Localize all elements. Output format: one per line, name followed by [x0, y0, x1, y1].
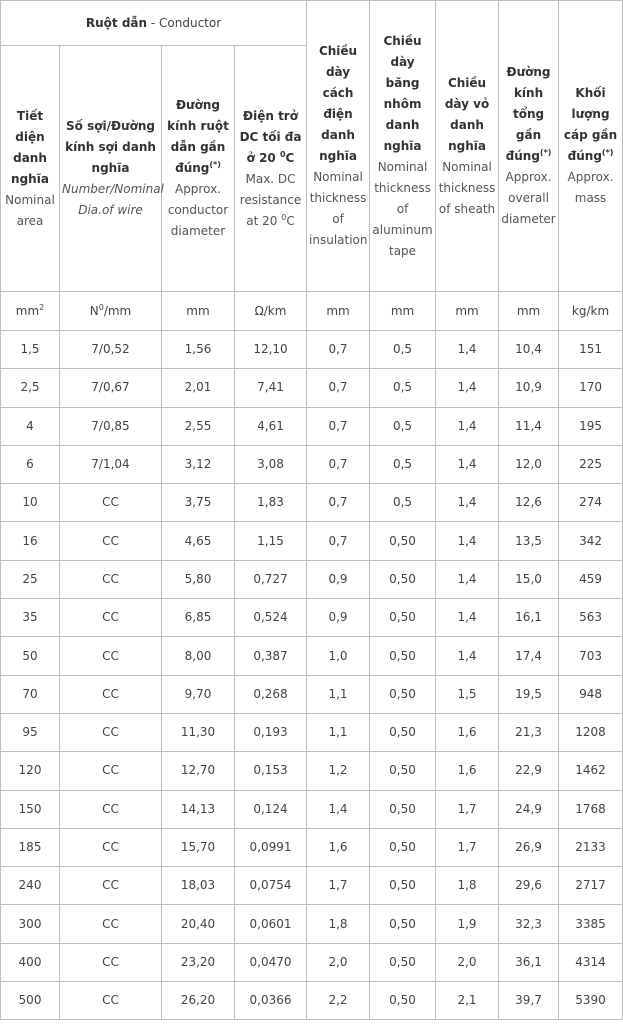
cell-mass: 151: [559, 331, 623, 369]
cell-mass: 948: [559, 675, 623, 713]
unit-overall: mm: [499, 292, 559, 331]
cell-tape: 0,50: [370, 867, 436, 905]
cell-overall: 19,5: [499, 675, 559, 713]
cell-area: 16: [1, 522, 60, 560]
data-rows: [1, 331, 623, 1020]
header-group-row: [1, 1, 623, 46]
mass-header: Khối lượng cáp gần đúng(*) Approx. mass: [559, 1, 623, 292]
cell-mass: 170: [559, 369, 623, 407]
cell-mass: 274: [559, 484, 623, 522]
cell-insulation: 1,2: [307, 752, 370, 790]
cell-resistance: 0,0366: [235, 982, 307, 1020]
cell-area: 4: [1, 407, 60, 445]
unit-sheath: mm: [436, 292, 499, 331]
unit-tape: mm: [370, 292, 436, 331]
cell-sheath: 1,7: [436, 790, 499, 828]
cell-mass: 563: [559, 599, 623, 637]
table-row: [1, 331, 623, 369]
cell-resistance: 0,0991: [235, 828, 307, 866]
cell-insulation: 0,7: [307, 369, 370, 407]
cell-wire: CC: [60, 637, 162, 675]
cell-diameter: 26,20: [162, 982, 235, 1020]
cell-wire: CC: [60, 599, 162, 637]
table-row: [1, 790, 623, 828]
cell-resistance: 0,0601: [235, 905, 307, 943]
cell-area: 50: [1, 637, 60, 675]
cell-sheath: 1,4: [436, 445, 499, 483]
cell-mass: 4314: [559, 943, 623, 981]
cell-wire: CC: [60, 560, 162, 598]
cell-resistance: 0,193: [235, 713, 307, 751]
cell-tape: 0,50: [370, 637, 436, 675]
cell-diameter: 9,70: [162, 675, 235, 713]
cell-sheath: 2,0: [436, 943, 499, 981]
cell-overall: 16,1: [499, 599, 559, 637]
cell-overall: 22,9: [499, 752, 559, 790]
cell-insulation: 1,1: [307, 675, 370, 713]
cell-mass: 5390: [559, 982, 623, 1020]
unit-resistance: Ω/km: [235, 292, 307, 331]
cell-overall: 26,9: [499, 828, 559, 866]
cell-diameter: 4,65: [162, 522, 235, 560]
cell-tape: 0,50: [370, 560, 436, 598]
cell-diameter: 3,12: [162, 445, 235, 483]
cell-resistance: 0,0754: [235, 867, 307, 905]
cell-resistance: 0,0470: [235, 943, 307, 981]
aluminum-tape-header: Chiều dày băng nhôm danh nghĩa Nominal thickness of aluminum tape: [370, 1, 436, 292]
cell-tape: 0,50: [370, 828, 436, 866]
cell-sheath: 1,4: [436, 407, 499, 445]
cell-wire: CC: [60, 675, 162, 713]
cell-mass: 195: [559, 407, 623, 445]
cell-insulation: 1,6: [307, 828, 370, 866]
cell-wire: CC: [60, 713, 162, 751]
cell-wire: 7/0,52: [60, 331, 162, 369]
cell-tape: 0,50: [370, 790, 436, 828]
cell-tape: 0,5: [370, 407, 436, 445]
table-row: [1, 713, 623, 751]
cell-wire: CC: [60, 522, 162, 560]
units-row: [1, 292, 623, 331]
cell-area: 10: [1, 484, 60, 522]
cell-area: 120: [1, 752, 60, 790]
cell-overall: 36,1: [499, 943, 559, 981]
cell-wire: 7/1,04: [60, 445, 162, 483]
cell-diameter: 18,03: [162, 867, 235, 905]
resistance-header: Điện trở DC tối đa ở 20 $^0$C Max. DC resistance at 20 $^0$C: [235, 46, 307, 292]
cell-sheath: 1,4: [436, 369, 499, 407]
cell-tape: 0,5: [370, 369, 436, 407]
cell-insulation: 0,9: [307, 560, 370, 598]
cell-sheath: 1,5: [436, 675, 499, 713]
cell-resistance: 7,41: [235, 369, 307, 407]
table-row: [1, 560, 623, 598]
cell-tape: 0,50: [370, 982, 436, 1020]
table-row: [1, 484, 623, 522]
cell-tape: 0,50: [370, 943, 436, 981]
cell-resistance: 3,08: [235, 445, 307, 483]
cell-wire: CC: [60, 752, 162, 790]
cell-area: 150: [1, 790, 60, 828]
cell-resistance: 1,15: [235, 522, 307, 560]
cell-insulation: 0,7: [307, 331, 370, 369]
sheath-header: Chiều dày vỏ danh nghĩa Nominal thickness of sheath: [436, 1, 499, 292]
cell-area: 25: [1, 560, 60, 598]
cell-mass: 2133: [559, 828, 623, 866]
cell-diameter: 3,75: [162, 484, 235, 522]
cell-tape: 0,50: [370, 905, 436, 943]
cell-mass: 703: [559, 637, 623, 675]
table-row: [1, 522, 623, 560]
cell-wire: CC: [60, 943, 162, 981]
cell-insulation: 1,1: [307, 713, 370, 751]
table-row: [1, 752, 623, 790]
cell-resistance: 0,124: [235, 790, 307, 828]
cell-insulation: 0,7: [307, 407, 370, 445]
cell-sheath: 1,4: [436, 331, 499, 369]
cell-overall: 10,4: [499, 331, 559, 369]
cell-sheath: 1,4: [436, 484, 499, 522]
cell-overall: 12,6: [499, 484, 559, 522]
cell-wire: CC: [60, 828, 162, 866]
table-row: [1, 675, 623, 713]
cell-insulation: 0,7: [307, 484, 370, 522]
cell-diameter: 1,56: [162, 331, 235, 369]
cell-resistance: 0,268: [235, 675, 307, 713]
cell-wire: 7/0,67: [60, 369, 162, 407]
cell-overall: 13,5: [499, 522, 559, 560]
cell-mass: 3385: [559, 905, 623, 943]
cell-sheath: 1,8: [436, 867, 499, 905]
cell-resistance: 0,524: [235, 599, 307, 637]
cell-insulation: 1,4: [307, 790, 370, 828]
cell-sheath: 1,4: [436, 560, 499, 598]
unit-area: $mm^2$: [1, 292, 60, 331]
cell-wire: 7/0,85: [60, 407, 162, 445]
cell-insulation: 1,8: [307, 905, 370, 943]
cell-insulation: 0,9: [307, 599, 370, 637]
unit-diameter: mm: [162, 292, 235, 331]
cell-overall: 12,0: [499, 445, 559, 483]
cell-sheath: 1,6: [436, 713, 499, 751]
cell-tape: 0,50: [370, 522, 436, 560]
cell-diameter: 6,85: [162, 599, 235, 637]
cell-diameter: 14,13: [162, 790, 235, 828]
table-row: [1, 445, 623, 483]
cell-resistance: 0,153: [235, 752, 307, 790]
cell-diameter: 2,01: [162, 369, 235, 407]
cell-sheath: 1,4: [436, 637, 499, 675]
cell-area: 95: [1, 713, 60, 751]
cell-diameter: 2,55: [162, 407, 235, 445]
cell-area: 35: [1, 599, 60, 637]
cell-wire: CC: [60, 790, 162, 828]
cell-sheath: 1,6: [436, 752, 499, 790]
conductor-diameter-header: Đường kính ruột dẫn gần đúng(*) Approx. conductor diameter: [162, 46, 235, 292]
cell-wire: CC: [60, 905, 162, 943]
cell-diameter: 23,20: [162, 943, 235, 981]
table-row: [1, 905, 623, 943]
table-row: [1, 828, 623, 866]
table-row: [1, 867, 623, 905]
cell-mass: 1208: [559, 713, 623, 751]
cell-resistance: 4,61: [235, 407, 307, 445]
cell-wire: CC: [60, 484, 162, 522]
cell-tape: 0,50: [370, 599, 436, 637]
cell-overall: 24,9: [499, 790, 559, 828]
cell-insulation: 1,7: [307, 867, 370, 905]
table-row: [1, 407, 623, 445]
cell-mass: 342: [559, 522, 623, 560]
insulation-header: Chiều dày cách điện danh nghĩa Nominal thickness of insulation: [307, 1, 370, 292]
cell-insulation: 2,2: [307, 982, 370, 1020]
cell-mass: 2717: [559, 867, 623, 905]
unit-wire: $N^0/mm$: [60, 292, 162, 331]
table-row: [1, 369, 623, 407]
cell-overall: 39,7: [499, 982, 559, 1020]
cell-sheath: 1,7: [436, 828, 499, 866]
cell-overall: 11,4: [499, 407, 559, 445]
cell-area: 300: [1, 905, 60, 943]
cell-mass: 459: [559, 560, 623, 598]
cell-tape: 0,5: [370, 484, 436, 522]
cell-tape: 0,50: [370, 713, 436, 751]
conductor-group-header: Ruột dẫn - Conductor: [1, 1, 307, 46]
cell-sheath: 1,9: [436, 905, 499, 943]
cell-insulation: 2,0: [307, 943, 370, 981]
cell-area: 6: [1, 445, 60, 483]
cell-diameter: 15,70: [162, 828, 235, 866]
cell-overall: 17,4: [499, 637, 559, 675]
cell-mass: 225: [559, 445, 623, 483]
cell-diameter: 11,30: [162, 713, 235, 751]
unit-insulation: mm: [307, 292, 370, 331]
cell-sheath: 1,4: [436, 522, 499, 560]
cell-tape: 0,5: [370, 445, 436, 483]
cell-overall: 21,3: [499, 713, 559, 751]
cell-area: 70: [1, 675, 60, 713]
cell-wire: CC: [60, 867, 162, 905]
cell-sheath: 1,4: [436, 599, 499, 637]
unit-mass: kg/km: [559, 292, 623, 331]
table-row: [1, 599, 623, 637]
cell-diameter: 12,70: [162, 752, 235, 790]
cell-overall: 15,0: [499, 560, 559, 598]
cell-insulation: 1,0: [307, 637, 370, 675]
cell-area: 2,5: [1, 369, 60, 407]
cell-tape: 0,5: [370, 331, 436, 369]
cell-mass: 1462: [559, 752, 623, 790]
cell-mass: 1768: [559, 790, 623, 828]
cell-sheath: 2,1: [436, 982, 499, 1020]
cell-area: 240: [1, 867, 60, 905]
cell-diameter: 8,00: [162, 637, 235, 675]
cell-area: 185: [1, 828, 60, 866]
cell-overall: 10,9: [499, 369, 559, 407]
cell-area: 1,5: [1, 331, 60, 369]
overall-diameter-header: Đường kính tổng gần đúng(*) Approx. overall diameter: [499, 1, 559, 292]
cell-resistance: 0,387: [235, 637, 307, 675]
wire-header: Số sợi/Đường kính sợi danh nghĩa Number/Nominal Dia.of wire: [60, 46, 162, 292]
cell-overall: 29,6: [499, 867, 559, 905]
table-row: [1, 982, 623, 1020]
cell-resistance: 0,727: [235, 560, 307, 598]
cell-resistance: 12,10: [235, 331, 307, 369]
cell-diameter: 20,40: [162, 905, 235, 943]
table-row: [1, 943, 623, 981]
cell-insulation: 0,7: [307, 522, 370, 560]
cell-insulation: 0,7: [307, 445, 370, 483]
cell-overall: 32,3: [499, 905, 559, 943]
table-row: [1, 637, 623, 675]
cell-tape: 0,50: [370, 752, 436, 790]
cell-wire: CC: [60, 982, 162, 1020]
cell-resistance: 1,83: [235, 484, 307, 522]
cell-diameter: 5,80: [162, 560, 235, 598]
area-header: Tiết diện danh nghĩa Nominal area: [1, 46, 60, 292]
cell-area: 500: [1, 982, 60, 1020]
cell-area: 400: [1, 943, 60, 981]
cell-tape: 0,50: [370, 675, 436, 713]
